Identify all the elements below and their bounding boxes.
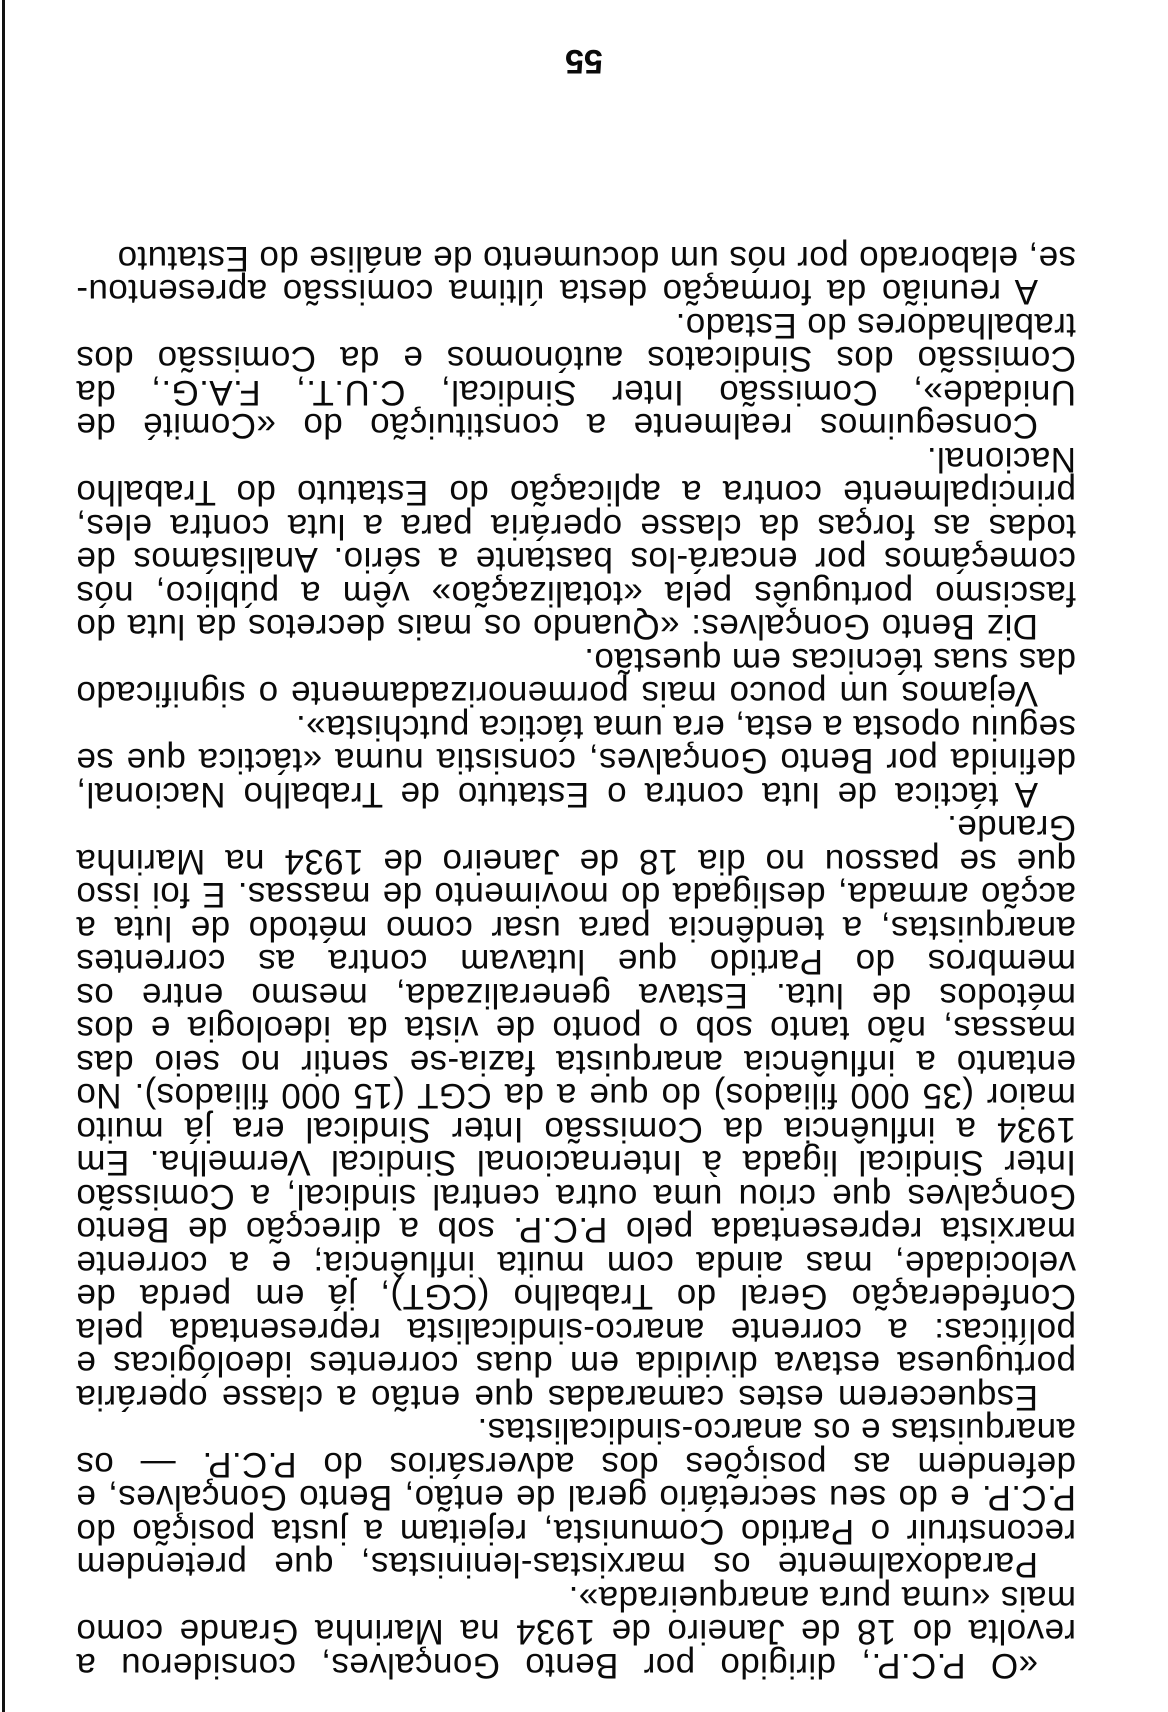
- body-text: [76, 239, 1076, 1685]
- paragraph-5: Vejamos um pouco mais pormenorizadamente o significado das suas técnicas em questão.: [76, 641, 1076, 714]
- paragraph-7: Conseguimos realmente a constituição do «Comité de Unidade», Comissão Inter Sindical, C.U.T., F.A.G., da Comissão dos Sindicatos autónomos e da Comissão dos trabalhadores do Estado.: [76, 306, 1076, 446]
- paragraph-2: Paradoxalmente os marxistas-leninistas, que pretendem reconstruir o Partido Comunista, rejeitam a justa posição do P.C.P. e do seu secretário geral de então, Bento Gonçalves, e defendem as posições dos adversários do P.C.P. — os anarquistas e os anarco-sindicalistas.: [76, 1411, 1076, 1585]
- paragraph-8: A reunião da formação desta última comissão apresentou-se, elaborado por nós um documento de análise do Estatuto: [76, 239, 1076, 312]
- page-number: 55: [565, 42, 603, 80]
- paragraph-4: A táctica de luta contra o Estatuto de Trabalho Nacional, definida por Bento Gonçalves, consistia numa «táctica que se seguiu oposta a esta, era uma táctica putchista».: [76, 708, 1076, 814]
- paragraph-6: Diz Bento Gonçalves: «Quando os mais decretos da luta do fascismo português pela «totalização» vêm a público, nós começámos por encará-los bastante a sério. Analisámos de todas as forças da classe operária para a luta contra eles, principalmente contra a aplicação do Estatuto do Trabalho Nacional.: [76, 440, 1076, 647]
- paragraph-1: «O P.C.P., dirigido por Bento Gonçalves, considerou a revolta do 18 de Janeiro de 1934 na Marinha Grande como mais «uma pura anarqueirada».: [76, 1579, 1076, 1685]
- paragraph-3: Esquecerem estes camaradas que então a classe operária portuguesa estava dividida em duas correntes ideológicas e políticas: a corrente anarco-sindicalista representada pela Confederação Geral do Trabalho (CGT), já em perda de velocidade, mas ainda com muita influência; e a corrente marxista representada pelo P.C.P. sob a direcção de Bento Gonçalves que criou uma outra central sindical, a Comissão Inter Sindical ligada à Internacional Sindical Vermelha. Em 1934 a influência da Comissão Inter Sindical era já muito maior (35 000 filiados) do que a da CGT (15 000 filiados). No entanto a influência anarquista fazia-se sentir no seio das massas, não tanto sob o ponto de vista da ideologia e dos métodos de luta. Estava generalizada, mesmo entre os membros do Partido que lutavam contra as correntes anarquistas, a tendência para usar como método de luta a acção armada, desligada do movimento de massas. E foi isso que se passou no dia 18 de Janeiro de 1934 na Marinha Grande.: [76, 808, 1076, 1417]
